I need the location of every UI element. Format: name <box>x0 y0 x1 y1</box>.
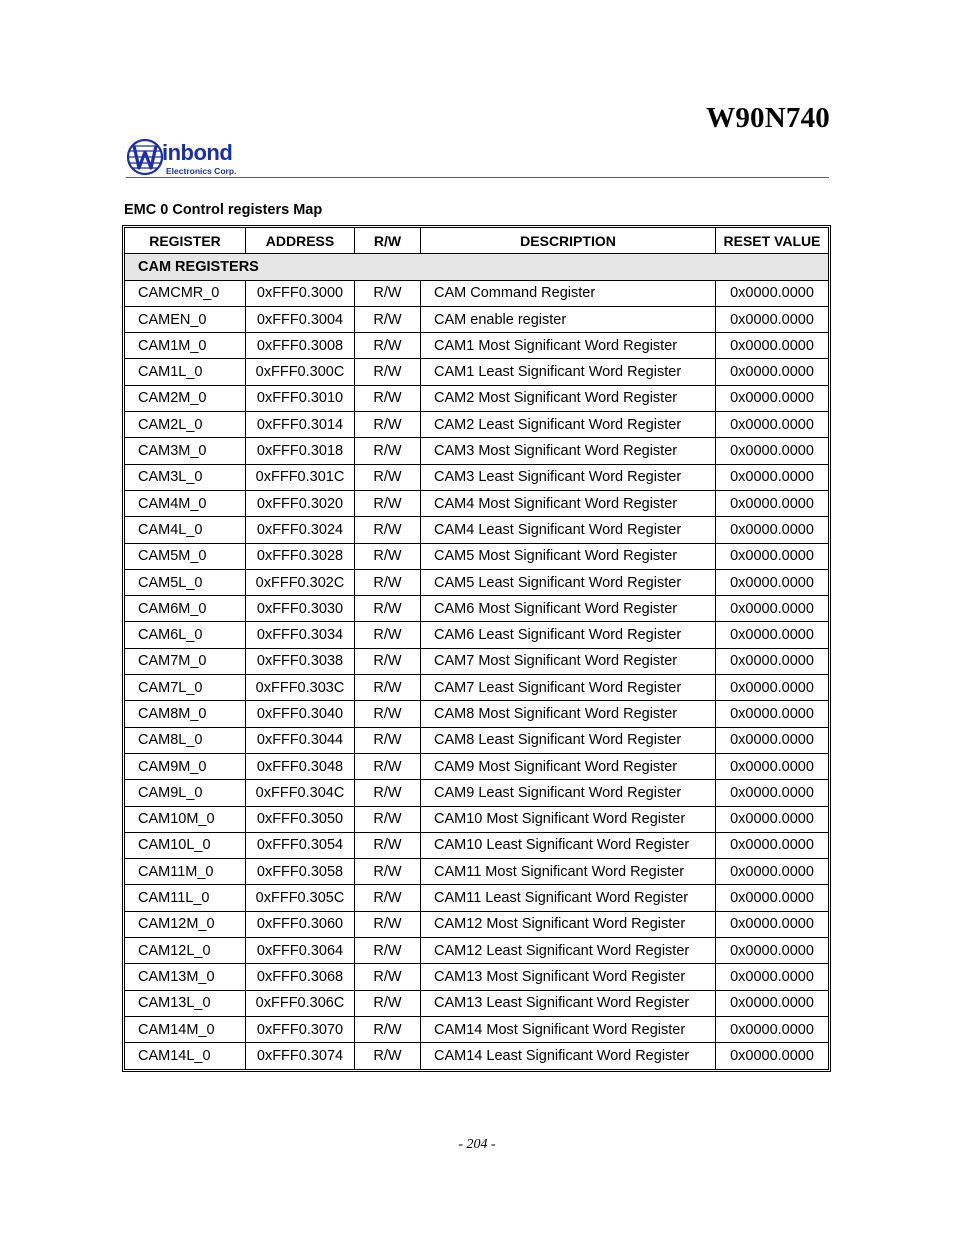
address-cell: 0xFFF0.3024 <box>246 517 355 543</box>
rw-cell: R/W <box>355 490 421 516</box>
register-cell: CAM2M_0 <box>125 385 246 411</box>
description-cell: CAM enable register <box>421 306 716 332</box>
description-cell: CAM8 Most Significant Word Register <box>421 701 716 727</box>
address-cell: 0xFFF0.3074 <box>246 1043 355 1069</box>
address-cell: 0xFFF0.3068 <box>246 964 355 990</box>
description-cell: CAM10 Least Significant Word Register <box>421 832 716 858</box>
table-header-row <box>125 228 829 254</box>
register-cell: CAM10L_0 <box>125 832 246 858</box>
table-row <box>125 490 829 516</box>
reset-value-cell: 0x0000.0000 <box>716 753 829 779</box>
description-cell: CAM14 Most Significant Word Register <box>421 1016 716 1042</box>
reset-value-cell: 0x0000.0000 <box>716 517 829 543</box>
rw-cell: R/W <box>355 780 421 806</box>
address-cell: 0xFFF0.305C <box>246 885 355 911</box>
table-row <box>125 622 829 648</box>
address-cell: 0xFFF0.3020 <box>246 490 355 516</box>
table-row <box>125 1043 829 1069</box>
register-cell: CAM12L_0 <box>125 938 246 964</box>
description-cell: CAM13 Most Significant Word Register <box>421 964 716 990</box>
register-cell: CAM6L_0 <box>125 622 246 648</box>
rw-cell: R/W <box>355 543 421 569</box>
table-row <box>125 753 829 779</box>
register-cell: CAM3L_0 <box>125 464 246 490</box>
reset-value-cell: 0x0000.0000 <box>716 990 829 1016</box>
reset-value-cell: 0x0000.0000 <box>716 964 829 990</box>
rw-cell: R/W <box>355 569 421 595</box>
group-label: CAM REGISTERS <box>125 254 829 280</box>
description-cell: CAM2 Least Significant Word Register <box>421 412 716 438</box>
table-row <box>125 359 829 385</box>
register-cell: CAM7L_0 <box>125 675 246 701</box>
reset-value-cell: 0x0000.0000 <box>716 280 829 306</box>
table-row <box>125 806 829 832</box>
description-cell: CAM11 Most Significant Word Register <box>421 859 716 885</box>
description-cell: CAM6 Most Significant Word Register <box>421 596 716 622</box>
table-row <box>125 938 829 964</box>
table-row <box>125 859 829 885</box>
column-header-reset-value: RESET VALUE <box>716 228 829 254</box>
column-header-description: DESCRIPTION <box>421 228 716 254</box>
rw-cell: R/W <box>355 622 421 648</box>
rw-cell: R/W <box>355 885 421 911</box>
table-row <box>125 1016 829 1042</box>
reset-value-cell: 0x0000.0000 <box>716 885 829 911</box>
table-row <box>125 543 829 569</box>
description-cell: CAM5 Most Significant Word Register <box>421 543 716 569</box>
table-row <box>125 280 829 306</box>
address-cell: 0xFFF0.3058 <box>246 859 355 885</box>
reset-value-cell: 0x0000.0000 <box>716 1016 829 1042</box>
address-cell: 0xFFF0.3014 <box>246 412 355 438</box>
reset-value-cell: 0x0000.0000 <box>716 596 829 622</box>
register-cell: CAM10M_0 <box>125 806 246 832</box>
rw-cell: R/W <box>355 964 421 990</box>
register-cell: CAM13L_0 <box>125 990 246 1016</box>
address-cell: 0xFFF0.3028 <box>246 543 355 569</box>
register-cell: CAM3M_0 <box>125 438 246 464</box>
address-cell: 0xFFF0.3010 <box>246 385 355 411</box>
description-cell: CAM8 Least Significant Word Register <box>421 727 716 753</box>
description-cell: CAM4 Least Significant Word Register <box>421 517 716 543</box>
register-cell: CAM12M_0 <box>125 911 246 937</box>
globe-icon <box>126 138 166 178</box>
winbond-logo <box>126 138 256 178</box>
address-cell: 0xFFF0.3044 <box>246 727 355 753</box>
description-cell: CAM9 Least Significant Word Register <box>421 780 716 806</box>
description-cell: CAM6 Least Significant Word Register <box>421 622 716 648</box>
register-cell: CAM5L_0 <box>125 569 246 595</box>
table-row <box>125 964 829 990</box>
table-row <box>125 911 829 937</box>
register-cell: CAM8L_0 <box>125 727 246 753</box>
rw-cell: R/W <box>355 727 421 753</box>
address-cell: 0xFFF0.304C <box>246 780 355 806</box>
address-cell: 0xFFF0.3030 <box>246 596 355 622</box>
register-cell: CAM1M_0 <box>125 333 246 359</box>
rw-cell: R/W <box>355 333 421 359</box>
reset-value-cell: 0x0000.0000 <box>716 648 829 674</box>
register-cell: CAM7M_0 <box>125 648 246 674</box>
reset-value-cell: 0x0000.0000 <box>716 911 829 937</box>
table-row <box>125 569 829 595</box>
description-cell: CAM11 Least Significant Word Register <box>421 885 716 911</box>
register-cell: CAM13M_0 <box>125 964 246 990</box>
address-cell: 0xFFF0.3048 <box>246 753 355 779</box>
logo-subtitle: Electronics Corp. <box>166 166 237 176</box>
register-cell: CAM11L_0 <box>125 885 246 911</box>
register-cell: CAM1L_0 <box>125 359 246 385</box>
description-cell: CAM1 Most Significant Word Register <box>421 333 716 359</box>
address-cell: 0xFFF0.3034 <box>246 622 355 648</box>
reset-value-cell: 0x0000.0000 <box>716 333 829 359</box>
description-cell: CAM14 Least Significant Word Register <box>421 1043 716 1069</box>
reset-value-cell: 0x0000.0000 <box>716 938 829 964</box>
register-cell: CAM9L_0 <box>125 780 246 806</box>
reset-value-cell: 0x0000.0000 <box>716 438 829 464</box>
table-row <box>125 832 829 858</box>
description-cell: CAM3 Least Significant Word Register <box>421 464 716 490</box>
reset-value-cell: 0x0000.0000 <box>716 806 829 832</box>
reset-value-cell: 0x0000.0000 <box>716 701 829 727</box>
address-cell: 0xFFF0.303C <box>246 675 355 701</box>
register-cell: CAM6M_0 <box>125 596 246 622</box>
rw-cell: R/W <box>355 306 421 332</box>
description-cell: CAM13 Least Significant Word Register <box>421 990 716 1016</box>
rw-cell: R/W <box>355 517 421 543</box>
address-cell: 0xFFF0.301C <box>246 464 355 490</box>
rw-cell: R/W <box>355 859 421 885</box>
register-cell: CAM9M_0 <box>125 753 246 779</box>
description-cell: CAM12 Least Significant Word Register <box>421 938 716 964</box>
reset-value-cell: 0x0000.0000 <box>716 780 829 806</box>
reset-value-cell: 0x0000.0000 <box>716 412 829 438</box>
header-divider <box>126 177 829 178</box>
rw-cell: R/W <box>355 675 421 701</box>
reset-value-cell: 0x0000.0000 <box>716 675 829 701</box>
table-row <box>125 701 829 727</box>
description-cell: CAM Command Register <box>421 280 716 306</box>
address-cell: 0xFFF0.3038 <box>246 648 355 674</box>
rw-cell: R/W <box>355 385 421 411</box>
reset-value-cell: 0x0000.0000 <box>716 359 829 385</box>
table-row <box>125 438 829 464</box>
description-cell: CAM1 Least Significant Word Register <box>421 359 716 385</box>
table-row <box>125 675 829 701</box>
column-header-rw: R/W <box>355 228 421 254</box>
address-cell: 0xFFF0.3040 <box>246 701 355 727</box>
description-cell: CAM5 Least Significant Word Register <box>421 569 716 595</box>
table-row <box>125 727 829 753</box>
table-row <box>125 412 829 438</box>
rw-cell: R/W <box>355 648 421 674</box>
table-row <box>125 517 829 543</box>
rw-cell: R/W <box>355 1016 421 1042</box>
rw-cell: R/W <box>355 701 421 727</box>
rw-cell: R/W <box>355 832 421 858</box>
description-cell: CAM7 Most Significant Word Register <box>421 648 716 674</box>
column-header-register: REGISTER <box>125 228 246 254</box>
register-cell: CAMCMR_0 <box>125 280 246 306</box>
register-cell: CAM14M_0 <box>125 1016 246 1042</box>
rw-cell: R/W <box>355 938 421 964</box>
register-table <box>124 227 829 1070</box>
table-row <box>125 885 829 911</box>
address-cell: 0xFFF0.3064 <box>246 938 355 964</box>
table-row <box>125 780 829 806</box>
register-cell: CAM4L_0 <box>125 517 246 543</box>
section-title: EMC 0 Control registers Map <box>124 202 323 218</box>
register-cell: CAM14L_0 <box>125 1043 246 1069</box>
address-cell: 0xFFF0.3018 <box>246 438 355 464</box>
rw-cell: R/W <box>355 438 421 464</box>
rw-cell: R/W <box>355 911 421 937</box>
register-cell: CAM5M_0 <box>125 543 246 569</box>
description-cell: CAM2 Most Significant Word Register <box>421 385 716 411</box>
table-row <box>125 596 829 622</box>
register-table-frame <box>122 225 831 1072</box>
reset-value-cell: 0x0000.0000 <box>716 569 829 595</box>
reset-value-cell: 0x0000.0000 <box>716 385 829 411</box>
address-cell: 0xFFF0.302C <box>246 569 355 595</box>
table-row <box>125 385 829 411</box>
address-cell: 0xFFF0.306C <box>246 990 355 1016</box>
table-row <box>125 648 829 674</box>
address-cell: 0xFFF0.3070 <box>246 1016 355 1042</box>
rw-cell: R/W <box>355 753 421 779</box>
rw-cell: R/W <box>355 806 421 832</box>
table-row <box>125 306 829 332</box>
rw-cell: R/W <box>355 280 421 306</box>
reset-value-cell: 0x0000.0000 <box>716 622 829 648</box>
reset-value-cell: 0x0000.0000 <box>716 1043 829 1069</box>
register-cell: CAM11M_0 <box>125 859 246 885</box>
table-row <box>125 464 829 490</box>
page-number: - 204 - <box>458 1137 496 1152</box>
rw-cell: R/W <box>355 412 421 438</box>
reset-value-cell: 0x0000.0000 <box>716 490 829 516</box>
reset-value-cell: 0x0000.0000 <box>716 543 829 569</box>
rw-cell: R/W <box>355 359 421 385</box>
reset-value-cell: 0x0000.0000 <box>716 832 829 858</box>
group-row <box>125 254 829 280</box>
description-cell: CAM3 Most Significant Word Register <box>421 438 716 464</box>
address-cell: 0xFFF0.3054 <box>246 832 355 858</box>
register-cell: CAM8M_0 <box>125 701 246 727</box>
table-row <box>125 333 829 359</box>
reset-value-cell: 0x0000.0000 <box>716 727 829 753</box>
reset-value-cell: 0x0000.0000 <box>716 306 829 332</box>
description-cell: CAM9 Most Significant Word Register <box>421 753 716 779</box>
logo-wordmark: inbond <box>162 140 233 165</box>
reset-value-cell: 0x0000.0000 <box>716 859 829 885</box>
table-row <box>125 990 829 1016</box>
rw-cell: R/W <box>355 990 421 1016</box>
rw-cell: R/W <box>355 596 421 622</box>
address-cell: 0xFFF0.3000 <box>246 280 355 306</box>
address-cell: 0xFFF0.3008 <box>246 333 355 359</box>
rw-cell: R/W <box>355 464 421 490</box>
address-cell: 0xFFF0.3004 <box>246 306 355 332</box>
description-cell: CAM4 Most Significant Word Register <box>421 490 716 516</box>
document-title: W90N740 <box>706 102 830 134</box>
register-cell: CAM4M_0 <box>125 490 246 516</box>
reset-value-cell: 0x0000.0000 <box>716 464 829 490</box>
description-cell: CAM12 Most Significant Word Register <box>421 911 716 937</box>
description-cell: CAM7 Least Significant Word Register <box>421 675 716 701</box>
register-cell: CAM2L_0 <box>125 412 246 438</box>
address-cell: 0xFFF0.300C <box>246 359 355 385</box>
rw-cell: R/W <box>355 1043 421 1069</box>
address-cell: 0xFFF0.3060 <box>246 911 355 937</box>
column-header-address: ADDRESS <box>246 228 355 254</box>
description-cell: CAM10 Most Significant Word Register <box>421 806 716 832</box>
address-cell: 0xFFF0.3050 <box>246 806 355 832</box>
register-cell: CAMEN_0 <box>125 306 246 332</box>
